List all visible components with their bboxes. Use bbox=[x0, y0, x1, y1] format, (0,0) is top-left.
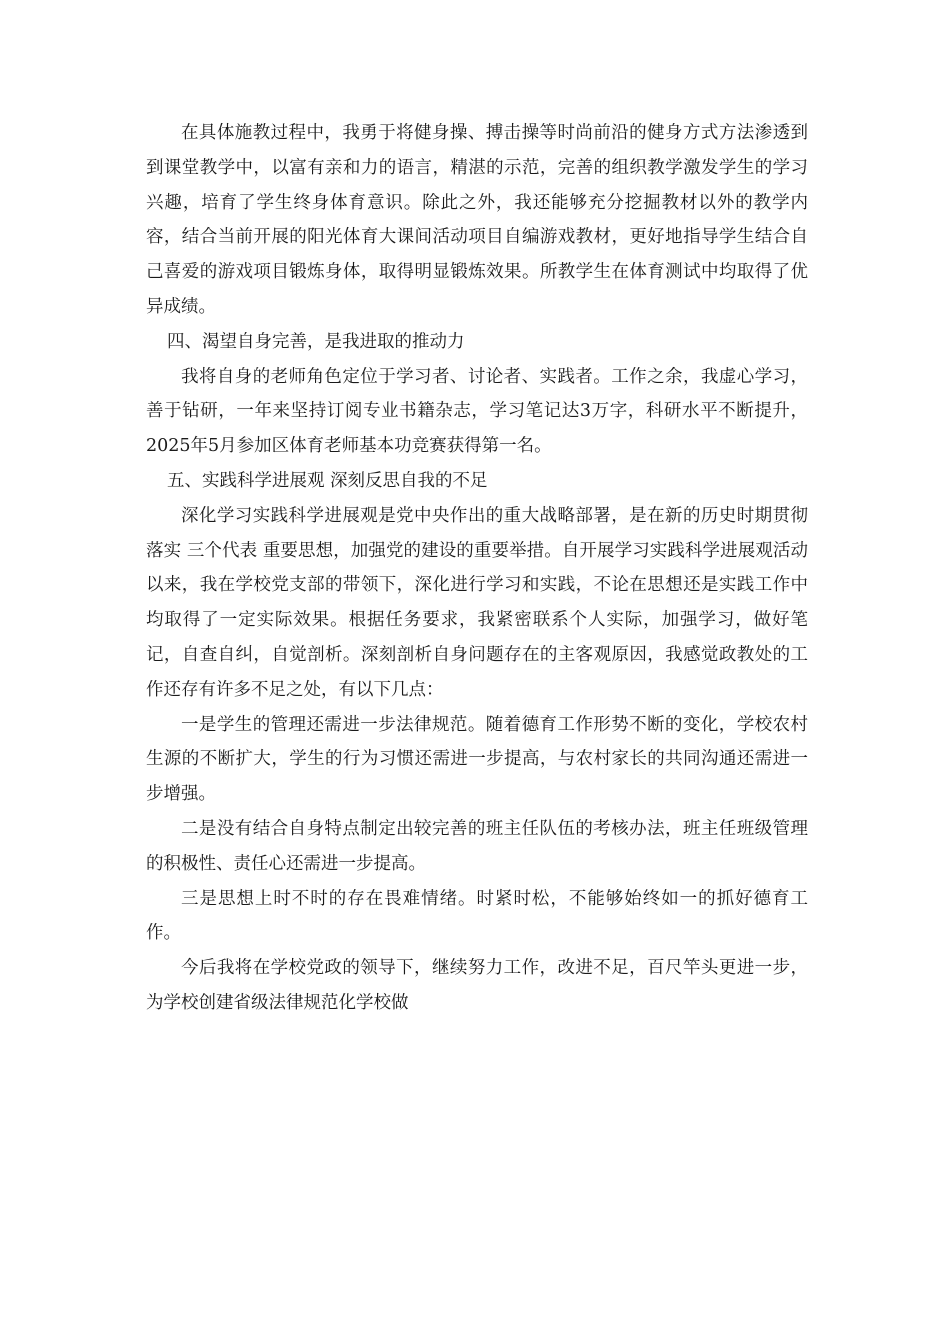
paragraph-conclusion: 今后我将在学校党政的领导下，继续努力工作，改进不足，百尺竿头更进一步，为学校创建省级法律规范化学校做 bbox=[146, 958, 808, 1013]
paragraph-point-two: 二是没有结合自身特点制定出较完善的班主任队伍的考核办法，班主任班级管理的积极性、责任心还需进一步提高。 bbox=[146, 818, 808, 874]
section-heading-four: 四、渴望自身完善，是我进取的推动力 bbox=[167, 331, 465, 352]
paragraph-teaching-practice: 在具体施教过程中，我勇于将健身操、搏击操等时尚前沿的健身方式方法渗透到到课堂教学中，以富有亲和力的语言，精湛的示范，完善的组织教学激发学生的学习兴趣，培育了学生终身体育意识。除此之外，我还能够充分挖掘教材以外的教学内容，结合当前开展的阳光体育大课间活动项目自编游戏教材，更好地指导学生结合自己喜爱的游戏项目锻炼身体，取得明显锻炼效果。所教学生在体育测试中均取得了优异成绩。 bbox=[146, 123, 808, 317]
paragraph-point-three: 三是思想上时不时的存在畏难情绪。时紧时松，不能够始终如一的抓好德育工作。 bbox=[146, 888, 808, 944]
paragraph-scientific-development: 深化学习实践科学进展观是党中央作出的重大战略部署，是在新的历史时期贯彻落实 三个代表 重要思想，加强党的建设的重要举措。自开展学习实践科学进展观活动以来，我在学校党支部的带领下，深化进行学习和实践，不论在思想还是实践工作中均取得了一定实际效果。根据任务要求，我紧密联系个人实际，加强学习，做好笔记，自查自纠，自觉剖析。深刻剖析自身问题存在的主客观原因，我感觉政教处的工作还存有许多不足之处，有以下几点： bbox=[146, 505, 808, 700]
paragraph-self-improvement: 我将自身的老师角色定位于学习者、讨论者、实践者。工作之余，我虚心学习，善于钻研，一年来坚持订阅专业书籍杂志，学习笔记达3万字，科研水平不断提升，2025年5月参加区体育老师基本功竞赛获得第一名。 bbox=[146, 366, 808, 457]
paragraph-point-one: 一是学生的管理还需进一步法律规范。随着德育工作形势不断的变化，学校农村生源的不断扩大，学生的行为习惯还需进一步提高，与农村家长的共同沟通还需进一步增强。 bbox=[146, 714, 808, 805]
section-heading-five: 五、实践科学进展观 深刻反思自我的不足 bbox=[167, 470, 488, 491]
document-body bbox=[146, 116, 808, 1021]
